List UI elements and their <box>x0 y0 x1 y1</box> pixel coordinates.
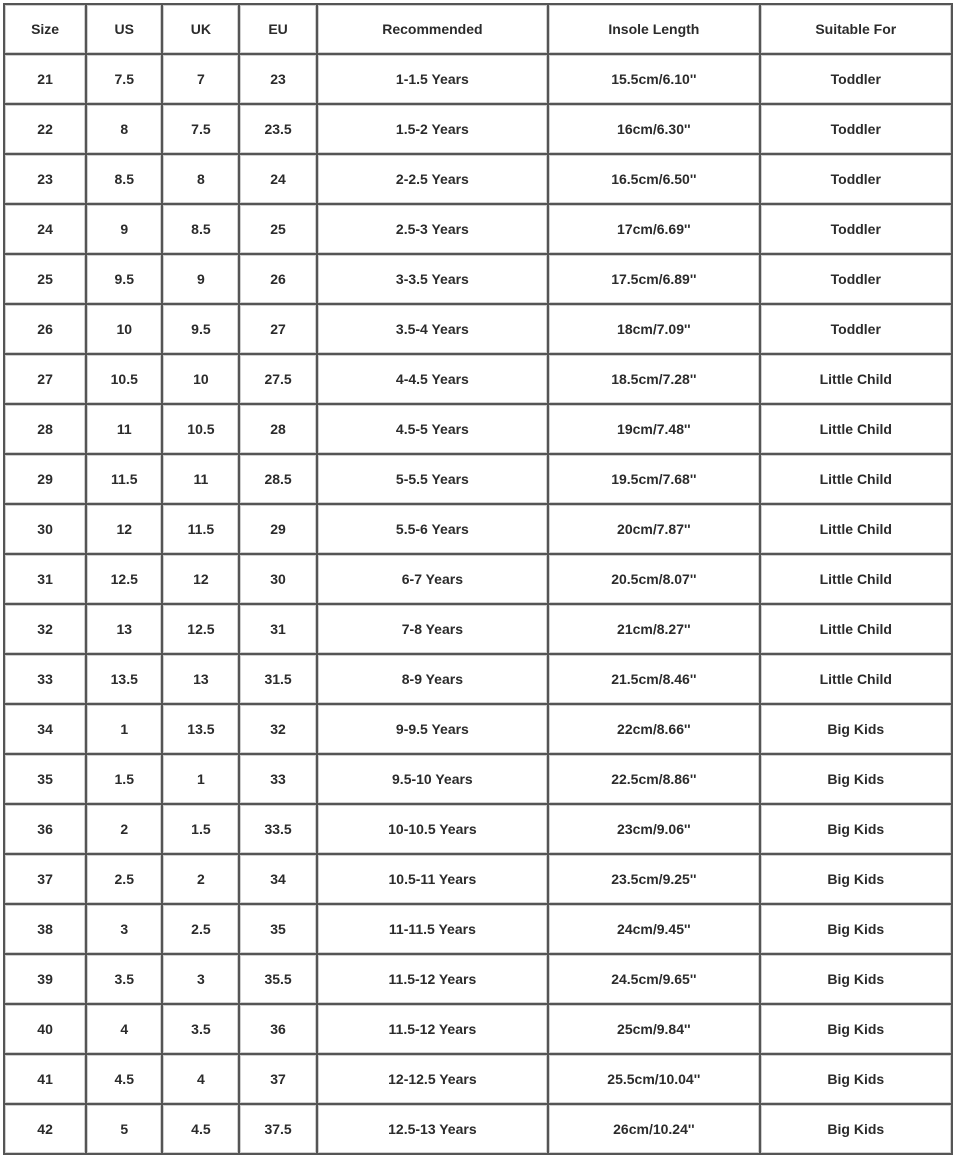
table-row <box>5 755 953 805</box>
cell-uk: 13.5 <box>163 705 240 755</box>
cell-recommended: 3-3.5 Years <box>318 255 549 305</box>
cell-eu: 28.5 <box>240 455 317 505</box>
cell-eu: 37.5 <box>240 1105 317 1155</box>
cell-uk: 9 <box>163 255 240 305</box>
cell-us: 3 <box>87 905 163 955</box>
header-insole-length: Insole Length <box>549 5 760 55</box>
table-row <box>5 805 953 855</box>
cell-uk: 2.5 <box>163 905 240 955</box>
cell-insole-length: 15.5cm/6.10'' <box>549 55 760 105</box>
table-row <box>5 1055 953 1105</box>
cell-suitable-for: Little Child <box>761 605 953 655</box>
cell-us: 5 <box>87 1105 163 1155</box>
cell-insole-length: 19.5cm/7.68'' <box>549 455 760 505</box>
cell-uk: 7 <box>163 55 240 105</box>
cell-size: 40 <box>5 1005 87 1055</box>
cell-uk: 11.5 <box>163 505 240 555</box>
cell-recommended: 7-8 Years <box>318 605 549 655</box>
table-row <box>5 855 953 905</box>
cell-eu: 36 <box>240 1005 317 1055</box>
cell-size: 34 <box>5 705 87 755</box>
cell-size: 23 <box>5 155 87 205</box>
cell-us: 2.5 <box>87 855 163 905</box>
table-row <box>5 405 953 455</box>
cell-insole-length: 19cm/7.48'' <box>549 405 760 455</box>
table-row <box>5 905 953 955</box>
cell-size: 35 <box>5 755 87 805</box>
cell-uk: 4.5 <box>163 1105 240 1155</box>
cell-eu: 25 <box>240 205 317 255</box>
cell-us: 12.5 <box>87 555 163 605</box>
cell-size: 25 <box>5 255 87 305</box>
cell-recommended: 9.5-10 Years <box>318 755 549 805</box>
cell-recommended: 11-11.5 Years <box>318 905 549 955</box>
table-row <box>5 305 953 355</box>
table-header-row <box>5 5 953 55</box>
cell-eu: 27.5 <box>240 355 317 405</box>
cell-uk: 12 <box>163 555 240 605</box>
cell-suitable-for: Big Kids <box>761 1055 953 1105</box>
cell-size: 26 <box>5 305 87 355</box>
cell-recommended: 11.5-12 Years <box>318 1005 549 1055</box>
cell-recommended: 3.5-4 Years <box>318 305 549 355</box>
cell-us: 3.5 <box>87 955 163 1005</box>
table-row <box>5 1105 953 1155</box>
cell-recommended: 1.5-2 Years <box>318 105 549 155</box>
cell-insole-length: 17cm/6.69'' <box>549 205 760 255</box>
header-size: Size <box>5 5 87 55</box>
cell-uk: 2 <box>163 855 240 905</box>
cell-suitable-for: Little Child <box>761 355 953 405</box>
cell-uk: 9.5 <box>163 305 240 355</box>
cell-suitable-for: Little Child <box>761 555 953 605</box>
cell-insole-length: 22.5cm/8.86'' <box>549 755 760 805</box>
cell-size: 42 <box>5 1105 87 1155</box>
cell-suitable-for: Little Child <box>761 455 953 505</box>
cell-suitable-for: Little Child <box>761 655 953 705</box>
cell-size: 38 <box>5 905 87 955</box>
table-row <box>5 605 953 655</box>
cell-recommended: 4.5-5 Years <box>318 405 549 455</box>
cell-suitable-for: Big Kids <box>761 805 953 855</box>
header-us: US <box>87 5 163 55</box>
cell-eu: 23.5 <box>240 105 317 155</box>
cell-suitable-for: Big Kids <box>761 855 953 905</box>
table-row <box>5 555 953 605</box>
cell-recommended: 10.5-11 Years <box>318 855 549 905</box>
cell-eu: 33.5 <box>240 805 317 855</box>
cell-recommended: 4-4.5 Years <box>318 355 549 405</box>
cell-recommended: 6-7 Years <box>318 555 549 605</box>
cell-recommended: 10-10.5 Years <box>318 805 549 855</box>
cell-insole-length: 16.5cm/6.50'' <box>549 155 760 205</box>
cell-size: 27 <box>5 355 87 405</box>
cell-suitable-for: Big Kids <box>761 705 953 755</box>
cell-size: 22 <box>5 105 87 155</box>
table-body <box>5 55 953 1155</box>
table-row <box>5 505 953 555</box>
table-row <box>5 955 953 1005</box>
cell-us: 11.5 <box>87 455 163 505</box>
cell-uk: 8 <box>163 155 240 205</box>
cell-recommended: 11.5-12 Years <box>318 955 549 1005</box>
cell-uk: 7.5 <box>163 105 240 155</box>
cell-insole-length: 16cm/6.30'' <box>549 105 760 155</box>
cell-eu: 37 <box>240 1055 317 1105</box>
table-row <box>5 105 953 155</box>
cell-us: 12 <box>87 505 163 555</box>
cell-size: 28 <box>5 405 87 455</box>
cell-insole-length: 18.5cm/7.28'' <box>549 355 760 405</box>
table-row <box>5 355 953 405</box>
cell-size: 41 <box>5 1055 87 1105</box>
cell-us: 1 <box>87 705 163 755</box>
cell-eu: 35 <box>240 905 317 955</box>
cell-eu: 33 <box>240 755 317 805</box>
cell-size: 21 <box>5 55 87 105</box>
cell-recommended: 1-1.5 Years <box>318 55 549 105</box>
cell-us: 13.5 <box>87 655 163 705</box>
cell-insole-length: 23cm/9.06'' <box>549 805 760 855</box>
table-row <box>5 155 953 205</box>
size-chart-container <box>3 3 953 1154</box>
cell-uk: 4 <box>163 1055 240 1105</box>
cell-insole-length: 22cm/8.66'' <box>549 705 760 755</box>
cell-us: 13 <box>87 605 163 655</box>
cell-uk: 1.5 <box>163 805 240 855</box>
cell-insole-length: 25cm/9.84'' <box>549 1005 760 1055</box>
cell-size: 30 <box>5 505 87 555</box>
cell-recommended: 2-2.5 Years <box>318 155 549 205</box>
cell-insole-length: 24cm/9.45'' <box>549 905 760 955</box>
cell-insole-length: 21cm/8.27'' <box>549 605 760 655</box>
cell-suitable-for: Little Child <box>761 405 953 455</box>
cell-us: 9 <box>87 205 163 255</box>
cell-us: 1.5 <box>87 755 163 805</box>
header-uk: UK <box>163 5 240 55</box>
cell-size: 29 <box>5 455 87 505</box>
cell-insole-length: 20.5cm/8.07'' <box>549 555 760 605</box>
cell-eu: 24 <box>240 155 317 205</box>
cell-suitable-for: Big Kids <box>761 1005 953 1055</box>
cell-size: 39 <box>5 955 87 1005</box>
cell-recommended: 2.5-3 Years <box>318 205 549 255</box>
cell-suitable-for: Toddler <box>761 205 953 255</box>
cell-recommended: 12-12.5 Years <box>318 1055 549 1105</box>
table-row <box>5 1005 953 1055</box>
cell-us: 11 <box>87 405 163 455</box>
cell-uk: 10.5 <box>163 405 240 455</box>
cell-eu: 31 <box>240 605 317 655</box>
cell-eu: 31.5 <box>240 655 317 705</box>
cell-uk: 8.5 <box>163 205 240 255</box>
cell-us: 8.5 <box>87 155 163 205</box>
header-suitable-for: Suitable For <box>761 5 953 55</box>
cell-insole-length: 23.5cm/9.25'' <box>549 855 760 905</box>
cell-suitable-for: Big Kids <box>761 755 953 805</box>
cell-size: 31 <box>5 555 87 605</box>
cell-insole-length: 21.5cm/8.46'' <box>549 655 760 705</box>
cell-uk: 12.5 <box>163 605 240 655</box>
cell-eu: 34 <box>240 855 317 905</box>
cell-insole-length: 24.5cm/9.65'' <box>549 955 760 1005</box>
cell-eu: 29 <box>240 505 317 555</box>
cell-us: 9.5 <box>87 255 163 305</box>
cell-uk: 3.5 <box>163 1005 240 1055</box>
cell-insole-length: 18cm/7.09'' <box>549 305 760 355</box>
cell-eu: 30 <box>240 555 317 605</box>
cell-uk: 3 <box>163 955 240 1005</box>
cell-suitable-for: Big Kids <box>761 1105 953 1155</box>
cell-eu: 26 <box>240 255 317 305</box>
cell-us: 8 <box>87 105 163 155</box>
cell-uk: 13 <box>163 655 240 705</box>
cell-insole-length: 17.5cm/6.89'' <box>549 255 760 305</box>
cell-insole-length: 25.5cm/10.04'' <box>549 1055 760 1105</box>
table-row <box>5 455 953 505</box>
table-row <box>5 205 953 255</box>
cell-us: 10 <box>87 305 163 355</box>
header-eu: EU <box>240 5 317 55</box>
cell-us: 10.5 <box>87 355 163 405</box>
table-row <box>5 255 953 305</box>
cell-eu: 27 <box>240 305 317 355</box>
cell-suitable-for: Toddler <box>761 155 953 205</box>
cell-eu: 23 <box>240 55 317 105</box>
header-recommended: Recommended <box>318 5 549 55</box>
cell-us: 4 <box>87 1005 163 1055</box>
table-row <box>5 55 953 105</box>
cell-suitable-for: Toddler <box>761 255 953 305</box>
cell-size: 33 <box>5 655 87 705</box>
cell-uk: 11 <box>163 455 240 505</box>
cell-size: 36 <box>5 805 87 855</box>
table-row <box>5 655 953 705</box>
cell-eu: 32 <box>240 705 317 755</box>
cell-insole-length: 26cm/10.24'' <box>549 1105 760 1155</box>
cell-eu: 28 <box>240 405 317 455</box>
cell-us: 2 <box>87 805 163 855</box>
cell-us: 4.5 <box>87 1055 163 1105</box>
cell-size: 32 <box>5 605 87 655</box>
cell-uk: 10 <box>163 355 240 405</box>
cell-suitable-for: Toddler <box>761 105 953 155</box>
cell-suitable-for: Toddler <box>761 55 953 105</box>
cell-recommended: 5-5.5 Years <box>318 455 549 505</box>
cell-recommended: 8-9 Years <box>318 655 549 705</box>
cell-size: 24 <box>5 205 87 255</box>
cell-suitable-for: Big Kids <box>761 955 953 1005</box>
cell-suitable-for: Toddler <box>761 305 953 355</box>
cell-recommended: 9-9.5 Years <box>318 705 549 755</box>
cell-eu: 35.5 <box>240 955 317 1005</box>
size-chart-table <box>3 3 953 1155</box>
table-row <box>5 705 953 755</box>
cell-size: 37 <box>5 855 87 905</box>
cell-recommended: 5.5-6 Years <box>318 505 549 555</box>
cell-recommended: 12.5-13 Years <box>318 1105 549 1155</box>
cell-suitable-for: Little Child <box>761 505 953 555</box>
cell-insole-length: 20cm/7.87'' <box>549 505 760 555</box>
cell-suitable-for: Big Kids <box>761 905 953 955</box>
cell-us: 7.5 <box>87 55 163 105</box>
cell-uk: 1 <box>163 755 240 805</box>
